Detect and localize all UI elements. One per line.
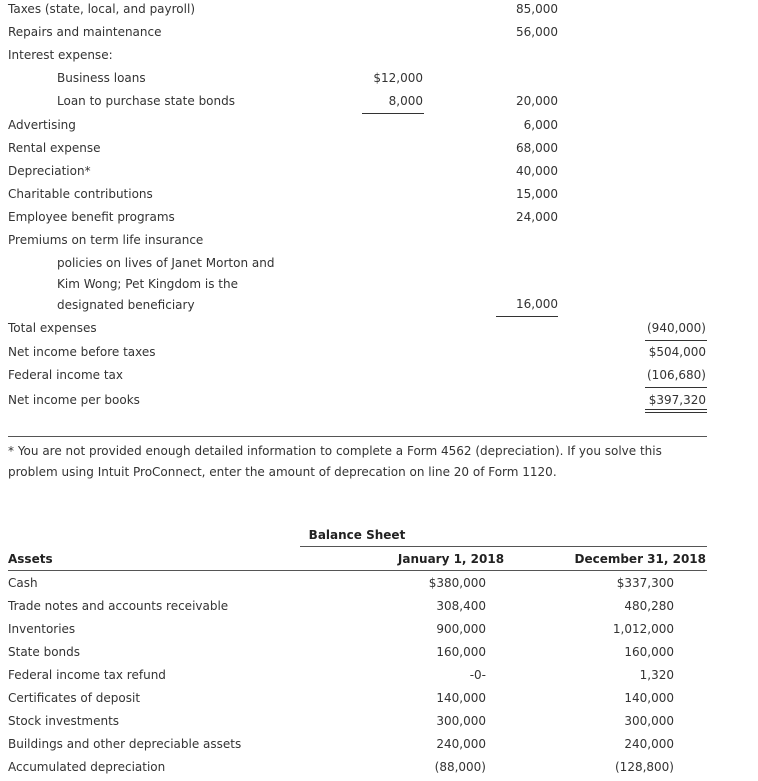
asset-dec-tax-refund: 1,320 bbox=[639, 668, 674, 682]
balance-sheet-title: Balance Sheet bbox=[308, 528, 406, 542]
expense-label-charitable: Charitable contributions bbox=[8, 187, 153, 201]
depreciation-footnote: * You are not provided enough detailed information to complete a Form 4562 (depreciation). If you solve this problem using Intuit ProConnect, enter the amount of deprecation on line 20 of Form 1120. bbox=[8, 444, 662, 479]
expense-label-life-insurance-line4: designated beneficiary bbox=[57, 298, 195, 312]
asset-label-buildings: Buildings and other depreciable assets bbox=[8, 737, 242, 751]
asset-jan-accum-depreciation: (88,000) bbox=[434, 760, 486, 774]
net-income-before-taxes-value: $504,000 bbox=[648, 345, 706, 359]
expense-amount-employee-benefits: 24,000 bbox=[516, 210, 558, 224]
expense-mid-loan-state-bonds: 8,000 bbox=[388, 94, 423, 108]
asset-dec-certificates: 140,000 bbox=[624, 691, 674, 705]
header-jan-2018: January 1, 2018 bbox=[397, 552, 505, 566]
asset-dec-receivables: 480,280 bbox=[624, 599, 674, 613]
asset-label-certificates: Certificates of deposit bbox=[8, 691, 141, 705]
asset-label-cash: Cash bbox=[8, 576, 38, 590]
expense-label-employee-benefits: Employee benefit programs bbox=[8, 210, 175, 224]
expense-amount-rental: 68,000 bbox=[516, 141, 558, 155]
balance-sheet-title-rule bbox=[300, 546, 707, 547]
asset-jan-state-bonds: 160,000 bbox=[436, 645, 486, 659]
total-expenses-value: (940,000) bbox=[647, 321, 706, 335]
net-income-per-books-label: Net income per books bbox=[8, 393, 140, 407]
total-expenses-label: Total expenses bbox=[8, 321, 97, 335]
expense-label-rental: Rental expense bbox=[8, 141, 101, 155]
expense-amount-life-insurance: 16,000 bbox=[516, 297, 558, 311]
expense-amount-repairs: 56,000 bbox=[516, 25, 558, 39]
asset-jan-inventories: 900,000 bbox=[436, 622, 486, 636]
expense-amount-charitable: 15,000 bbox=[516, 187, 558, 201]
header-dec-2018: December 31, 2018 bbox=[574, 552, 706, 566]
asset-jan-cash: $380,000 bbox=[428, 576, 486, 590]
asset-dec-accum-depreciation: (128,800) bbox=[615, 760, 674, 774]
asset-label-receivables: Trade notes and accounts receivable bbox=[8, 599, 229, 613]
expenses-underline bbox=[496, 316, 558, 317]
expense-label-interest: Interest expense: bbox=[8, 48, 113, 62]
asset-dec-stock: 300,000 bbox=[624, 714, 674, 728]
asset-jan-buildings: 240,000 bbox=[436, 737, 486, 751]
asset-label-accum-depreciation: Accumulated depreciation bbox=[8, 760, 166, 774]
expense-amount-advertising: 6,000 bbox=[523, 118, 558, 132]
expense-mid-business-loans: $12,000 bbox=[373, 71, 423, 85]
assets-header: Assets bbox=[8, 552, 53, 566]
expense-label-life-insurance-line3: Kim Wong; Pet Kingdom is the bbox=[57, 277, 238, 291]
expense-amount-interest-total: 20,000 bbox=[516, 94, 558, 108]
net-income-before-taxes-label: Net income before taxes bbox=[8, 345, 156, 359]
expense-label-repairs: Repairs and maintenance bbox=[8, 25, 162, 39]
asset-dec-cash: $337,300 bbox=[616, 576, 674, 590]
expense-label-advertising: Advertising bbox=[8, 118, 76, 132]
asset-jan-tax-refund: -0- bbox=[469, 668, 486, 682]
expense-label-life-insurance: Premiums on term life insurance bbox=[8, 233, 204, 247]
expense-label-loan-state-bonds: Loan to purchase state bonds bbox=[57, 94, 235, 108]
asset-dec-buildings: 240,000 bbox=[624, 737, 674, 751]
asset-jan-receivables: 308,400 bbox=[436, 599, 486, 613]
net-income-per-books-value: $397,320 bbox=[648, 393, 706, 407]
footnote-divider bbox=[8, 436, 707, 437]
asset-label-tax-refund: Federal income tax refund bbox=[8, 668, 166, 682]
interest-subtotal-underline bbox=[362, 113, 424, 114]
expense-label-taxes: Taxes (state, local, and payroll) bbox=[8, 2, 196, 16]
asset-label-inventories: Inventories bbox=[8, 622, 76, 636]
asset-label-stock: Stock investments bbox=[8, 714, 120, 728]
federal-income-tax-label: Federal income tax bbox=[8, 368, 123, 382]
balance-sheet-header-rule bbox=[8, 570, 707, 571]
asset-dec-state-bonds: 160,000 bbox=[624, 645, 674, 659]
federal-income-tax-value: (106,680) bbox=[647, 368, 706, 382]
expense-label-life-insurance-line2: policies on lives of Janet Morton and bbox=[57, 256, 275, 270]
expense-label-business-loans: Business loans bbox=[57, 71, 146, 85]
net-income-double-underline bbox=[645, 409, 707, 413]
total-expenses-underline bbox=[645, 340, 707, 341]
federal-income-tax-underline bbox=[645, 387, 707, 388]
expense-amount-taxes: 85,000 bbox=[516, 2, 558, 16]
expense-amount-depreciation: 40,000 bbox=[516, 164, 558, 178]
asset-jan-certificates: 140,000 bbox=[436, 691, 486, 705]
expense-label-depreciation: Depreciation* bbox=[8, 164, 91, 178]
asset-dec-inventories: 1,012,000 bbox=[612, 622, 674, 636]
asset-label-state-bonds: State bonds bbox=[8, 645, 81, 659]
asset-jan-stock: 300,000 bbox=[436, 714, 486, 728]
